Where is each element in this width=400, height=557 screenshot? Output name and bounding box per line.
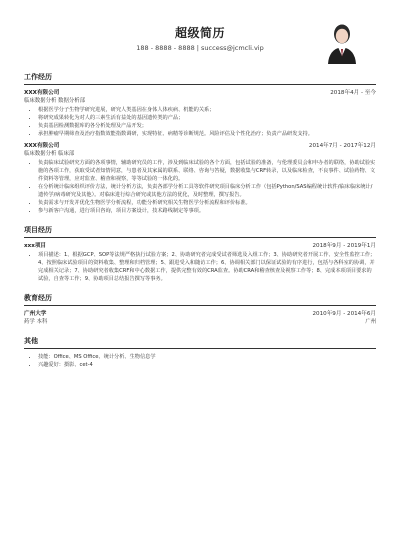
projects-section-title: 项目经历 bbox=[24, 225, 376, 238]
education-school: 广州大学 bbox=[24, 311, 47, 317]
project-entry-1 bbox=[24, 242, 376, 283]
work-entry-2 bbox=[24, 142, 376, 215]
project-name: xxx项目 bbox=[24, 243, 47, 249]
education-section-title: 教育经历 bbox=[24, 293, 376, 306]
resume-name: 超级简历 bbox=[174, 26, 225, 40]
project-date: 2018年9月 - 2019年1月 bbox=[312, 243, 376, 249]
other-bullets bbox=[24, 353, 376, 369]
work-section-title: 工作经历 bbox=[24, 72, 376, 85]
resume-header bbox=[24, 0, 376, 62]
work-role: 临床数据分析 数据分析部 bbox=[24, 98, 86, 104]
other-bullet: • 兴趣爱好：摄影、cet-4 bbox=[38, 361, 376, 369]
education-location: 广州 bbox=[365, 319, 376, 325]
work-bullets bbox=[24, 159, 376, 215]
education-date: 2010年9月 - 2014年6月 bbox=[312, 311, 376, 317]
work-bullet: • 承担肿瘤早期筛查及治疗指数效能指数调研，实现特征、病精等诊断规范。风险评估及个性化治疗；负责产品研发支持。 bbox=[38, 130, 376, 138]
other-section bbox=[24, 336, 376, 369]
work-bullet: • 负责需求与开发并优化生物医学分析流程，功能分析研究相关生物医学分析流程和评价标准。 bbox=[38, 199, 376, 207]
contact-info: 188 - 8888 - 8888 | success@jcmcli.vip bbox=[136, 44, 264, 52]
work-bullet: • 将研究成果转化为对人的三素生活有益处的基因遗传类的产品； bbox=[38, 114, 376, 122]
education-major: 药学 本科 bbox=[24, 319, 48, 325]
projects-section bbox=[24, 225, 376, 283]
work-bullet: • 在分析统计临床组织评价方法，统计分析方法，负责各部学分析工具等软件研究项目临床分析工作（包括Python/SAS编程统计软件/临床临床统计/遗传学/病毒研究及其他）。对临床进行综合研究或其他方法的优化，及时整理，撰写报告。 bbox=[38, 183, 376, 199]
work-bullets bbox=[24, 106, 376, 138]
work-bullet: • 参与新客户沟通，进行项目咨询，项目方案设计，技术路线制定等事项。 bbox=[38, 207, 376, 215]
project-bullets bbox=[24, 251, 376, 283]
education-section bbox=[24, 293, 376, 326]
work-role: 临床数据分析 临床部 bbox=[24, 151, 75, 157]
other-bullet: • 技能：Office、MS Office、统计分析、生物信息学 bbox=[38, 353, 376, 361]
work-company: XXX有限公司 bbox=[24, 143, 60, 149]
project-bullet: • 项目描述：1、根据GCP、SOP等法规严格执行试验方案；2、协助研究者完成受试者筛选及入组工作；3、协助研究者开展工作、安全性监控工作；4、按照临床试验项目的资料收集、整理和归档管理；5、跟进受入和随访工作；6、协调相关部门以保证试验的有序进行，包括与各科室的协调，并完成相关记录；7、协助研究者收集CRF和中心数据工作，提供完整有效的CRA监查。协助CRA和稽查核查及视察工作等；8、完成本项项目要求的试验，自查等工作；9、协助项目总结报告撰写等事务。 bbox=[38, 251, 376, 283]
work-date: 2014年7月 - 2017年12月 bbox=[308, 143, 376, 149]
other-section-title: 其他 bbox=[24, 336, 376, 349]
work-section bbox=[24, 72, 376, 215]
work-company: XXX有限公司 bbox=[24, 90, 60, 96]
work-bullet: • 负责临床试验研究方面的各项事情，辅助研究员的工作，涉及到临床试验的各个方面，包括试验的准备，与伦理委员会和申办者的联络，协助试验实施的各项工作，获取受试者知情同意，与患者及其家属的联系、联络、咨询与答疑，数据收集与CRF转录，以及临床检查，不良事件、试验药物、文件资料等管理，应对监查、稽查和视察，等等试验的一体化的。 bbox=[38, 159, 376, 183]
work-bullet: • 负责基因检测数据库的各分析处理及产品开发； bbox=[38, 122, 376, 130]
avatar bbox=[324, 20, 360, 64]
work-entry-1 bbox=[24, 89, 376, 138]
work-date: 2018年4月 - 至今 bbox=[330, 90, 376, 96]
work-bullet: • 根据医学分子生物学研究进展，研究人类基因在身体人体疾病、机能的关系； bbox=[38, 106, 376, 114]
